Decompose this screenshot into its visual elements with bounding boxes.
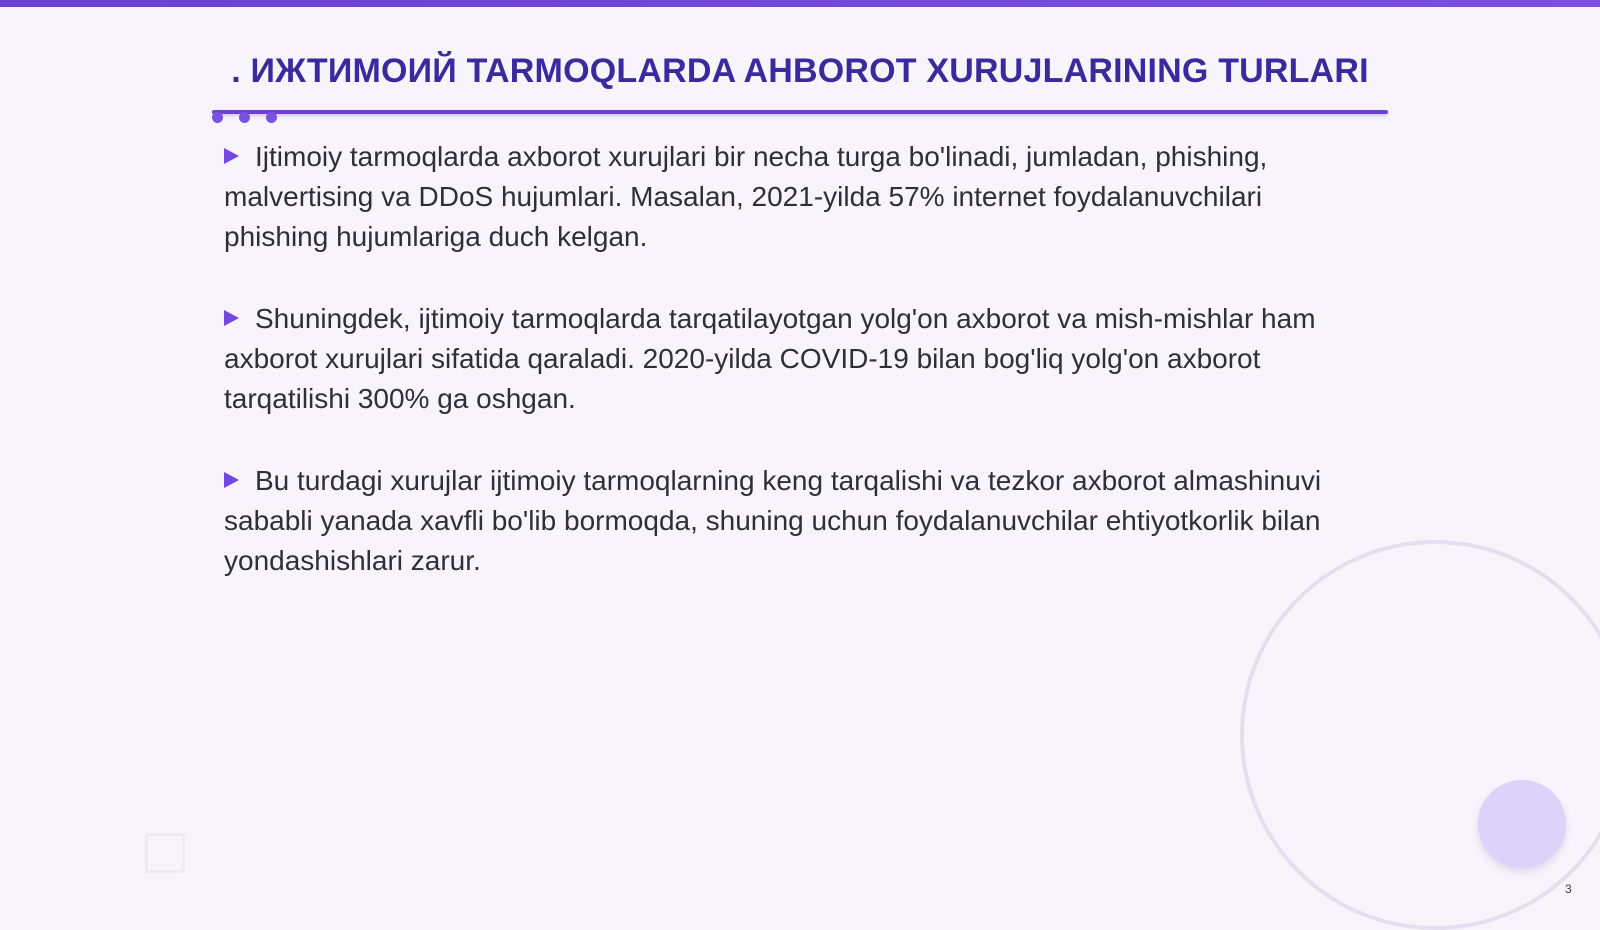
bullet-list	[224, 137, 1374, 623]
bullet-item	[224, 299, 1374, 419]
decorative-dots	[212, 112, 277, 123]
top-accent-bar	[0, 0, 1600, 7]
slide-title: . ИЖТИМОИЙ TARMOQLARDA AHBOROT XURUJLARINING TURLARI	[231, 52, 1369, 90]
triangle-right-icon	[224, 148, 239, 164]
dot-1	[212, 112, 223, 123]
bullet-text: Ijtimoiy tarmoqlarda axborot xurujlari bir necha turga bo'linadi, jumladan, phishing, malvertising va DDoS hujumlari. Masalan, 2021-yilda 57% internet foydalanuvchilari phishing hujumlariga duch kelgan.	[224, 141, 1268, 252]
title-underline	[212, 110, 1388, 114]
triangle-right-icon	[224, 310, 239, 326]
bullet-item	[224, 137, 1374, 257]
triangle-right-icon	[224, 472, 239, 488]
bullet-text: Bu turdagi xurujlar ijtimoiy tarmoqlarning keng tarqalishi va tezkor axborot almashinuvi sababli yanada xavfli bo'lib bormoqda, shuning uchun foydalanuvchilar ehtiyotkorlik bilan yondashishlari zarur.	[224, 465, 1322, 576]
dot-3	[266, 112, 277, 123]
decorative-circle-ring	[1240, 540, 1600, 930]
decorative-circle-filled	[1478, 780, 1566, 868]
dot-2	[239, 112, 250, 123]
bullet-text: Shuningdek, ijtimoiy tarmoqlarda tarqatilayotgan yolg'on axborot va mish-mishlar ham axborot xurujlari sifatida qaraladi. 2020-yilda COVID-19 bilan bog'liq yolg'on axborot tarqatilishi 300% ga oshgan.	[224, 303, 1316, 414]
bullet-item	[224, 461, 1374, 581]
decorative-square	[145, 833, 185, 873]
page-number: 3	[1565, 882, 1572, 896]
